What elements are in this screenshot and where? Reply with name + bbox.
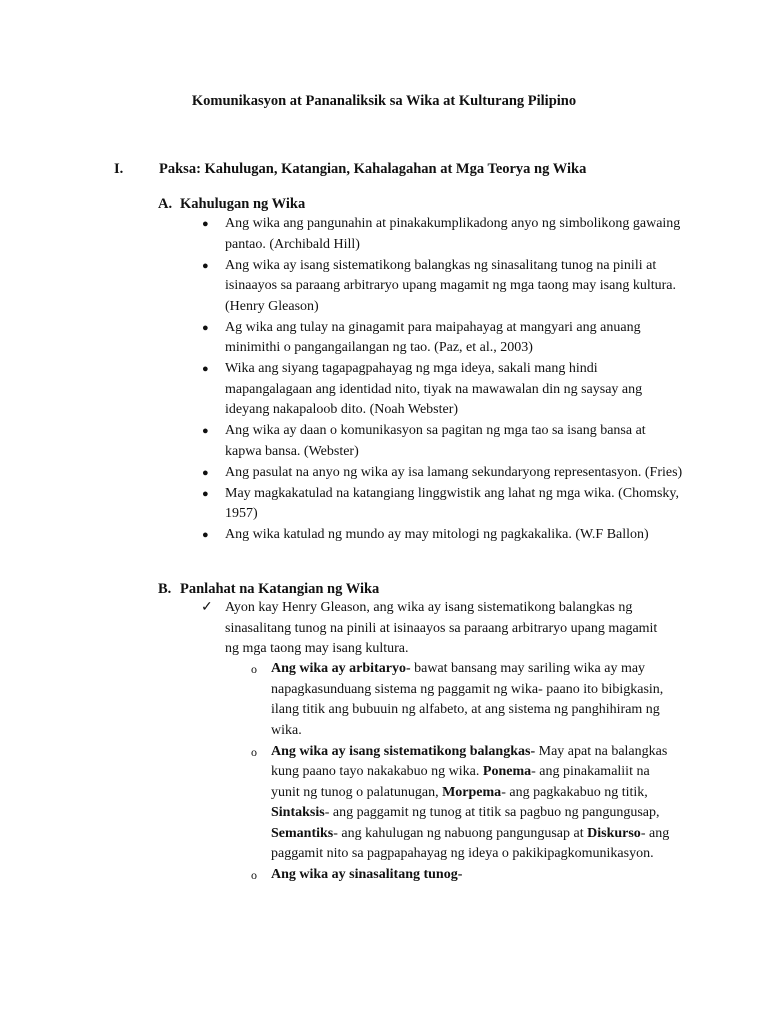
subsection-a-title: Kahulugan ng Wika <box>180 196 306 212</box>
list-item <box>251 659 681 741</box>
list-item-text: Ang wika ay daan o komunikasyon sa pagitan ng mga tao sa isang bansa at kapwa bansa. (Webster) <box>225 423 646 459</box>
bullet-icon: ● <box>202 425 209 437</box>
bullet-icon: ● <box>202 529 209 541</box>
term-label: Semantiks <box>271 825 334 841</box>
list-item <box>251 865 681 886</box>
list-item-text: Ang wika katulad ng mundo ay may mitologi ng pagkakalika. (W.F Ballon) <box>225 527 649 542</box>
list-item <box>202 318 685 359</box>
term-description: bawat bansang may sariling wika ay may napagkasunduang sistema ng paggamit ng wika- paano ito bibigkasin, ilang titik ang bubuuin ng alfabeto, at ang sistema ng panghihiram ng wika. <box>271 661 664 738</box>
subsection-b-heading <box>158 581 379 598</box>
term-label: Ang wika ay arbitaryo- <box>271 661 411 676</box>
circle-bullet-icon: o <box>251 662 257 676</box>
checkmark-icon: ✓ <box>201 600 213 615</box>
subsection-a-letter: A. <box>158 196 173 212</box>
circle-bullet-icon: o <box>251 868 257 882</box>
term-label: Ponema <box>482 764 532 779</box>
term-label: Ang wika ay sinasalitang tunog- <box>271 867 463 882</box>
term-description: - ang kahulugan ng nabuong pangungusap at <box>333 825 588 841</box>
list-item <box>251 742 681 865</box>
bullet-icon: ● <box>202 259 209 272</box>
list-item <box>202 525 685 546</box>
term-label: Sintaksis <box>271 805 325 820</box>
list-item-text: Ang wika ang pangunahin at pinakakumplikadong anyo ng simbolikong gawaing pantao. (Archibald Hill) <box>225 216 681 252</box>
term-description: - ang paggamit nito sa pagpapahayag ng ideya o pakikipagkomunikasyon. <box>271 825 670 861</box>
subsection-a-heading <box>158 196 305 213</box>
term-description: May apat na balangkas kung paano tayo nakakabuo ng wika. <box>271 743 668 779</box>
section-number: I. <box>114 161 124 177</box>
intro-text: Ayon kay Henry Gleason, ang wika ay isang sistematikong balangkas ng sinasalitang tunog na pinili at isinaayos sa paraang arbitraryo upang magamit ng mga taong may isang kultura. <box>225 600 658 656</box>
term-label: Morpema <box>442 784 502 800</box>
term-description: - ang pagkakabuo ng titik, <box>501 784 648 800</box>
list-item <box>202 463 685 484</box>
list-item <box>202 484 685 525</box>
document-title: Komunikasyon at Pananaliksik sa Wika at Kulturang Pilipino <box>191 93 577 109</box>
section-title: Paksa: Kahulugan, Katangian, Kahalagahan at Mga Teorya ng Wika <box>159 161 587 177</box>
term-description: - ang paggamit ng tunog at titik sa pagbuo ng pangungusap, <box>324 805 660 820</box>
term-label: Diskurso <box>587 825 641 841</box>
term-description: - ang pinakamaliit na yunit ng tunog o palatunugan, <box>271 764 650 800</box>
bullet-icon: ● <box>202 363 209 375</box>
bullet-icon: ● <box>202 218 209 230</box>
intro-paragraph <box>201 598 670 660</box>
bullet-icon: ● <box>202 321 209 334</box>
list-item-text: Wika ang siyang tagapagpahayag ng mga ideya, sakali mang hindi mapangalagaan ang identidad nito, tiyak na mawawalan din ng saysay ang ideyang nakapaloob dito. (Noah Webster) <box>225 361 643 417</box>
list-item-text: Ang pasulat na anyo ng wika ay isa lamang sekundaryong representasyon. (Fries) <box>225 464 683 480</box>
list-item-text: Ang wika ay isang sistematikong balangkas ng sinasalitang tunog na pinili at isinaayos sa paraang arbitraryo upang magamit ng mga taong may isang kultura. (Henry Gleason) <box>225 257 676 314</box>
subsection-b-title: Panlahat na Katangian ng Wika <box>180 581 380 597</box>
circle-bullet-icon: o <box>251 744 257 759</box>
list-item <box>202 214 685 255</box>
characteristics-list <box>251 659 681 886</box>
term-label: Ang wika ay isang sistematikong balangkas- <box>271 743 536 759</box>
list-item <box>202 256 685 318</box>
bullet-icon: ● <box>202 487 209 500</box>
list-item-text: May magkakatulad na katangiang linggwistik ang lahat ng mga wika. (Chomsky, 1957) <box>225 485 679 521</box>
list-item <box>202 421 685 462</box>
list-item <box>202 359 685 421</box>
list-item-text: Ag wika ang tulay na ginagamit para maipahayag at mangyari ang anuang minimithi o pangangailangan ng tao. (Paz, et al., 2003) <box>225 319 641 355</box>
subsection-b-letter: B. <box>158 581 172 597</box>
definition-list <box>202 214 685 546</box>
section-heading <box>114 161 728 178</box>
bullet-icon: ● <box>202 466 209 479</box>
